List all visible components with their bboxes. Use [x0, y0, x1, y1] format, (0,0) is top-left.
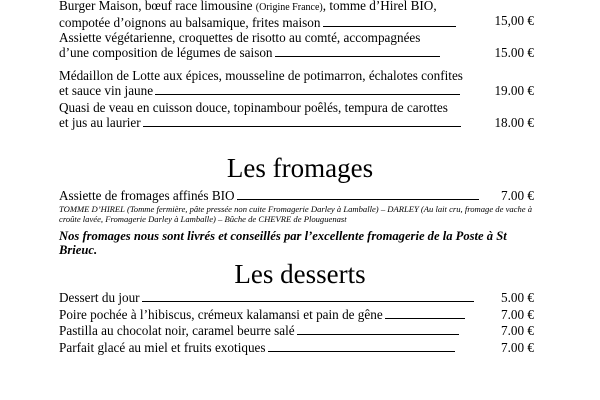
dotted-leader	[142, 301, 474, 302]
cheese-supplier-note: Nos fromages nous sont livrés et conseillés par l’excellente fromagerie de la Poste à St Brieuc.	[59, 229, 507, 257]
item-text: Assiette de fromages affinés BIO	[59, 188, 235, 203]
dessert-item	[59, 307, 534, 322]
item-text: compotée d’oignons au balsamique, frites maison	[59, 15, 321, 30]
item-price: 7.00 €	[501, 340, 534, 355]
dotted-leader	[268, 351, 455, 352]
item-text: Burger Maison, bœuf race limousine	[59, 0, 256, 13]
item-price: 7.00 €	[501, 307, 534, 322]
dessert-item	[59, 290, 534, 305]
item-price: 19.00 €	[494, 83, 534, 98]
menu-item-veal	[59, 100, 534, 130]
item-price: 7.00 €	[501, 323, 534, 338]
item-text: , tomme d’Hirel BIO,	[322, 0, 437, 13]
dotted-leader	[323, 26, 456, 27]
item-text: Assiette végétarienne, croquettes de risotto au comté, accompagnées	[59, 30, 421, 45]
dotted-leader	[155, 94, 460, 95]
item-text: et sauce vin jaune	[59, 83, 154, 98]
item-text: Parfait glacé au miel et fruits exotiques	[59, 340, 266, 355]
dotted-leader	[237, 199, 479, 200]
item-text: et jus au laurier	[59, 115, 141, 130]
dotted-leader	[143, 126, 461, 127]
menu-item-cheese	[59, 188, 534, 203]
dotted-leader	[297, 334, 459, 335]
menu-item-lotte	[59, 68, 534, 98]
item-text: d’une composition de légumes de saison	[59, 45, 273, 60]
dotted-leader	[385, 318, 465, 319]
item-text: Poire pochée à l’hibiscus, crémeux kalamansi et pain de gêne	[59, 307, 383, 322]
item-text: Médaillon de Lotte aux épices, mousseline de potimarron, échalotes confites	[59, 68, 463, 83]
item-price: 15,00 €	[494, 13, 534, 28]
origin-note: (Origine France)	[255, 2, 323, 13]
section-heading-cheese: Les fromages	[226, 153, 374, 183]
dotted-leader	[275, 56, 440, 57]
item-price: 15.00 €	[494, 45, 534, 60]
dessert-item	[59, 340, 534, 355]
menu-item-burger	[59, 0, 534, 30]
item-price: 5.00 €	[501, 290, 534, 305]
cheese-description: TOMME D’HIREL (Tomme fermière, pâte pressée non cuite Fromagerie Darley à Lamballe) – DARLEY (Au lait cru, fromage de vache à croûte lavée, Fromagerie Darley à Lamballe) – Bûche de CHEVRE de Plouguenast	[59, 204, 533, 224]
item-price: 7.00 €	[501, 188, 534, 203]
item-price: 18.00 €	[494, 115, 534, 130]
section-heading-desserts: Les desserts	[234, 259, 366, 289]
item-text: Dessert du jour	[59, 290, 140, 305]
item-text: Pastilla au chocolat noir, caramel beurre salé	[59, 323, 295, 338]
menu-item-vegetarian	[59, 30, 534, 60]
dessert-item	[59, 323, 534, 338]
item-text: Quasi de veau en cuisson douce, topinambour poêlés, tempura de carottes	[59, 100, 448, 115]
